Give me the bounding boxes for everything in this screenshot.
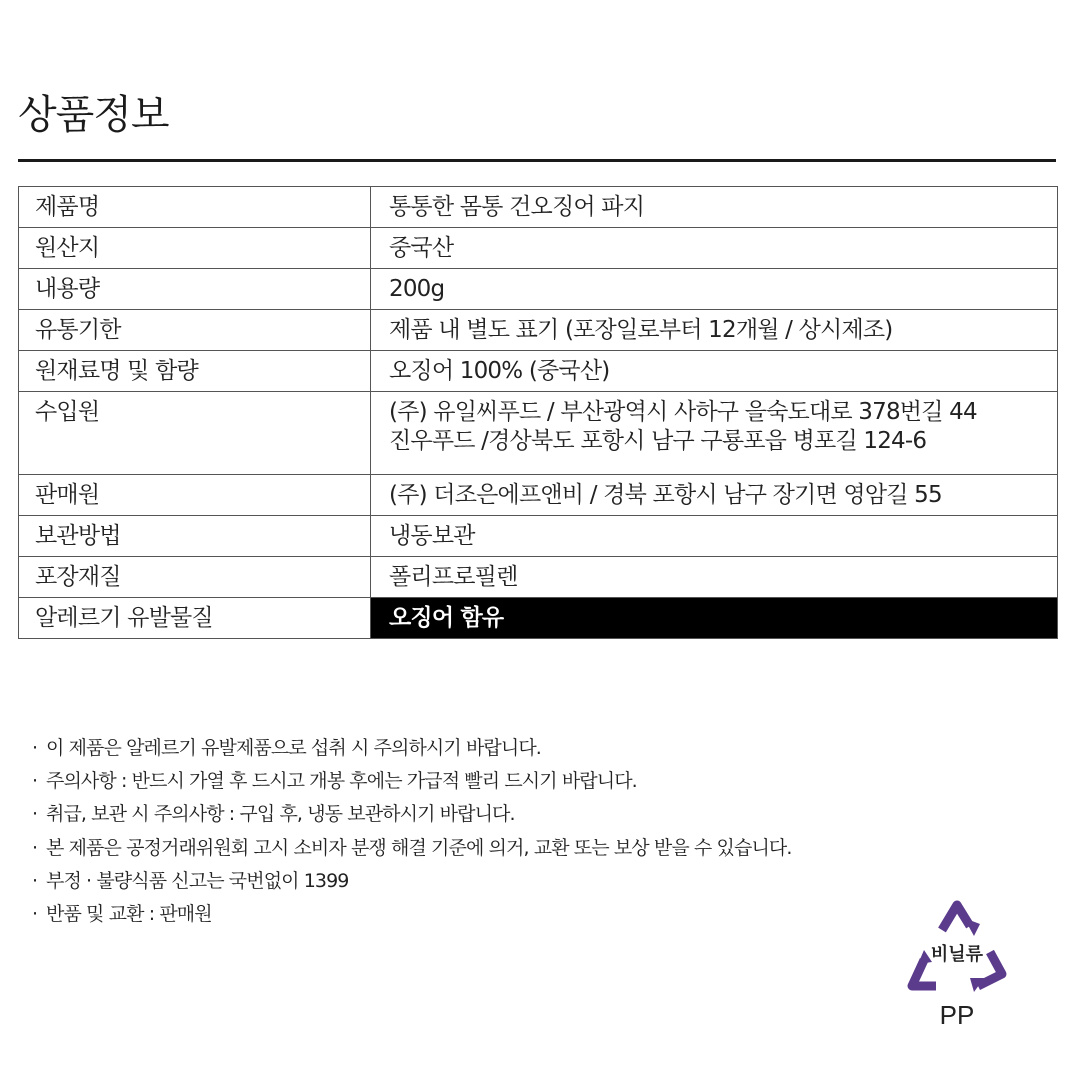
notice-text: 주의사항 : 반드시 가열 후 드시고 개봉 후에는 가급적 빨리 드시기 바랍니다. <box>46 770 637 793</box>
recycle-arrow-top <box>942 905 970 930</box>
list-item <box>32 832 792 865</box>
notice-text: 취급, 보관 시 주의사항 : 구입 후, 냉동 보관하시기 바랍니다. <box>46 803 515 826</box>
row-value-allergen <box>371 598 1058 639</box>
notice-list <box>32 732 792 931</box>
row-label-expiry: 유통기한 <box>19 310 371 351</box>
table-row <box>19 187 1058 228</box>
row-label-seller: 판매원 <box>19 475 371 516</box>
table-row <box>19 392 1058 475</box>
row-value-storage <box>371 516 1058 557</box>
row-value-product-name <box>371 187 1058 228</box>
value-line: (주) 더조은에프앤비 / 경북 포항시 남구 장기면 영암길 55 <box>389 482 942 508</box>
table-row <box>19 310 1058 351</box>
list-item <box>32 898 792 931</box>
product-info-table <box>18 186 1058 639</box>
table-row <box>19 228 1058 269</box>
bullet: · <box>32 803 38 826</box>
page-title: 상품정보 <box>18 91 169 138</box>
row-value-importer <box>371 392 1058 475</box>
table-row <box>19 598 1058 639</box>
value-line: 냉동보관 <box>389 523 475 549</box>
row-label-importer: 수입원 <box>19 392 371 475</box>
list-item <box>32 765 792 798</box>
list-item <box>32 865 792 898</box>
value-line: 통통한 몸통 건오징어 파지 <box>389 194 645 220</box>
row-label-allergen: 알레르기 유발물질 <box>19 598 371 639</box>
row-label-storage: 보관방법 <box>19 516 371 557</box>
value-line: 폴리프로필렌 <box>389 564 518 590</box>
bullet: · <box>32 903 38 926</box>
value-line: 200g <box>389 276 445 302</box>
value-line: 진우푸드 /경상북도 포항시 남구 구룡포읍 병포길 124-6 <box>389 428 927 454</box>
notice-text: 부정 · 불량식품 신고는 국번없이 1399 <box>46 869 349 892</box>
row-value-expiry <box>371 310 1058 351</box>
table-row <box>19 269 1058 310</box>
row-label-packaging: 포장재질 <box>19 557 371 598</box>
row-value-origin <box>371 228 1058 269</box>
value-line: (주) 유일씨푸드 / 부산광역시 사하구 을숙도대로 378번길 44 <box>389 399 977 425</box>
row-value-packaging <box>371 557 1058 598</box>
recycle-material: PP <box>939 1000 975 1030</box>
row-value-seller <box>371 475 1058 516</box>
bullet: · <box>32 869 38 892</box>
notice-text: 이 제품은 알레르기 유발제품으로 섭취 시 주의하시기 바랍니다. <box>46 737 541 759</box>
list-item <box>32 798 792 831</box>
row-label-product-name: 제품명 <box>19 187 371 228</box>
row-label-origin: 원산지 <box>19 228 371 269</box>
recycle-triangle-icon <box>904 898 1010 994</box>
bullet: · <box>32 836 38 859</box>
value-line: 중국산 <box>389 235 454 261</box>
row-label-net-weight: 내용량 <box>19 269 371 310</box>
table-row <box>19 351 1058 392</box>
recycle-label: 비닐류 <box>930 944 984 965</box>
row-value-net-weight <box>371 269 1058 310</box>
table-row <box>19 475 1058 516</box>
notice-text: 본 제품은 공정거래위원회 고시 소비자 분쟁 해결 기준에 의거, 교환 또는 보상 받을 수 있습니다. <box>46 836 792 859</box>
notice-text: 반품 및 교환 : 판매원 <box>46 903 212 926</box>
bullet: · <box>32 737 38 759</box>
value-line: 제품 내 별도 표기 (포장일로부터 12개월 / 상시제조) <box>389 317 893 343</box>
recycle-arrowhead <box>918 950 932 964</box>
table-row <box>19 557 1058 598</box>
row-value-ingredients <box>371 351 1058 392</box>
list-item <box>32 732 792 765</box>
table-row <box>19 516 1058 557</box>
bullet: · <box>32 770 38 793</box>
row-label-ingredients: 원재료명 및 함량 <box>19 351 371 392</box>
value-line: 오징어 함유 <box>389 605 504 631</box>
title-divider <box>18 159 1056 162</box>
value-line: 오징어 100% (중국산) <box>389 358 610 384</box>
